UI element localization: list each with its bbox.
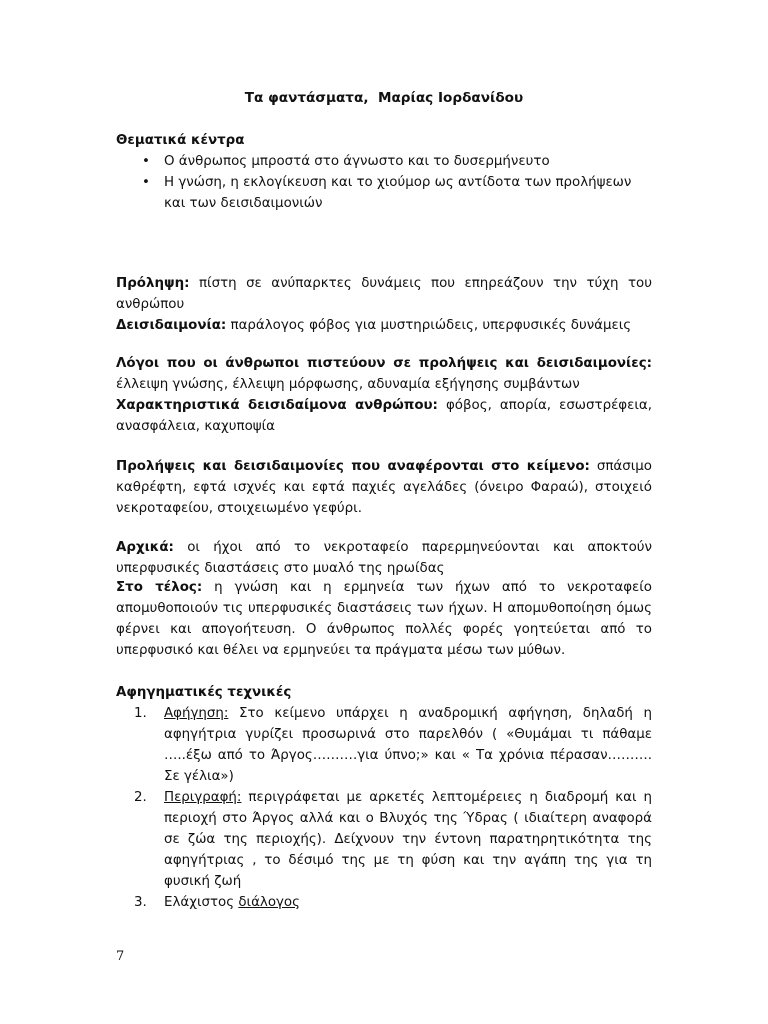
traits-paragraph: [116, 395, 652, 437]
deisidaimonia-label: Δεισιδαιμονία:: [116, 318, 227, 333]
document-title: Τα φαντάσματα, Μαρίας Ιορδανίδου: [244, 90, 524, 106]
list-item: [116, 892, 652, 913]
techniques-section: [116, 682, 652, 913]
technique-label: Αφήγηση:: [164, 706, 229, 721]
thematic-heading: Θεματικά κέντρα: [116, 133, 245, 148]
list-number: 3.: [134, 895, 147, 910]
mentioned-paragraph: [116, 456, 652, 519]
list-item: [116, 787, 652, 892]
technique-text: Στο κείμενο υπάρχει η αναδρομική αφήγηση, δηλαδή η αφηγήτρια γυρίζει προσωρινά στο παρελθόν ( «Θυμάμαι τι πάθαμε …..έξω από το Άργος……….για ύπνο;» και « Τα χρόνια πέρασαν………. Σε γέλια»): [164, 706, 652, 784]
mentioned-text: σπάσιμο καθρέφτη, εφτά ισχνές και εφτά παχιές αγελάδες (όνειρο Φαραώ), στοιχειό νεκροταφείου, στοιχειωμένο γεφύρι.: [116, 459, 652, 516]
technique-text: περιγράφεται με αρκετές λεπτομέρειες η διαδρομή και η περιοχή στο Άργος αλλά και ο Βλυχός της Ύδρας ( ιδιαίτερη αναφορά σε ζώα της περιοχής). Δείχνουν την έντονη παρατηρητικότητα της αφηγήτριας , το δέσιμό της με τη φύση και την αγάπη της για τη φυσική ζωή: [164, 790, 652, 889]
deisidaimonia-paragraph: [116, 315, 652, 336]
list-item: [116, 703, 652, 787]
mentioned-label: Προλήψεις και δεισιδαιμονίες που αναφέρονται στο κείμενο:: [116, 459, 590, 474]
start-text: οι ήχοι από το νεκροταφείο παρερμηνεύονται και αποκτούν υπερφυσικές διαστάσεις στο μυαλό της ηρωίδας: [116, 540, 652, 576]
traits-label: Χαρακτηριστικά δεισιδαίμονα ανθρώπου:: [116, 398, 438, 413]
start-paragraph: [116, 537, 652, 579]
deisidaimonia-text: παράλογος φόβος για μυστηριώδεις, υπερφυσικές δυνάμεις: [226, 318, 632, 333]
reasons-paragraph: [116, 353, 652, 395]
prolipsi-paragraph: [116, 273, 652, 315]
thematic-list: [116, 151, 652, 214]
technique-prefix: Ελάχιστος: [164, 895, 239, 910]
technique-label: διάλογος: [238, 895, 300, 910]
prolipsi-text: πίστη σε ανύπαρκτες δυνάμεις που επηρεάζουν την τύχη του ανθρώπου: [116, 276, 652, 312]
techniques-list: [116, 703, 652, 913]
traits-text: φόβος, απορία, εσωστρέφεια, ανασφάλεια, καχυποψία: [116, 398, 652, 434]
thematic-section: [116, 130, 652, 214]
technique-label: Περιγραφή:: [164, 790, 242, 805]
reasons-label: Λόγοι που οι άνθρωποι πιστεύουν σε προλήψεις και δεισιδαιμονίες:: [116, 356, 652, 371]
end-text: η γνώση και η ερμηνεία των ήχων από το νεκροταφείο απομυθοποιούν τις υπερφυσικές διαστάσεις των ήχων. Η απομυθοποίηση όμως φέρνει και απογοήτευση. Ο άνθρωπος πολλές φορές γοητεύεται από το υπερφυσικό και θέλει να ερμηνεύει τα πράγματα μέσω των μύθων.: [116, 580, 652, 658]
prolipsi-label: Πρόληψη:: [116, 276, 190, 291]
list-number: 1.: [134, 706, 147, 721]
techniques-heading: Αφηγηματικές τεχνικές: [116, 685, 292, 700]
list-item: • Ο άνθρωπος μπροστά στο άγνωστο και το δυσερμήνευτο: [116, 151, 652, 172]
reasons-text: έλλειψη γνώσης, έλλειψη μόρφωσης, αδυναμία εξήγησης συμβάντων: [116, 377, 580, 392]
end-label: Στο τέλος:: [116, 580, 203, 595]
page-number: 7: [116, 949, 125, 964]
list-number: 2.: [134, 790, 147, 805]
start-label: Αρχικά:: [116, 540, 174, 555]
list-item: • Η γνώση, η εκλογίκευση και το χιούμορ ως αντίδοτα των προλήψεων και των δεισιδαιμονιών: [116, 172, 652, 214]
end-paragraph: [116, 577, 652, 661]
